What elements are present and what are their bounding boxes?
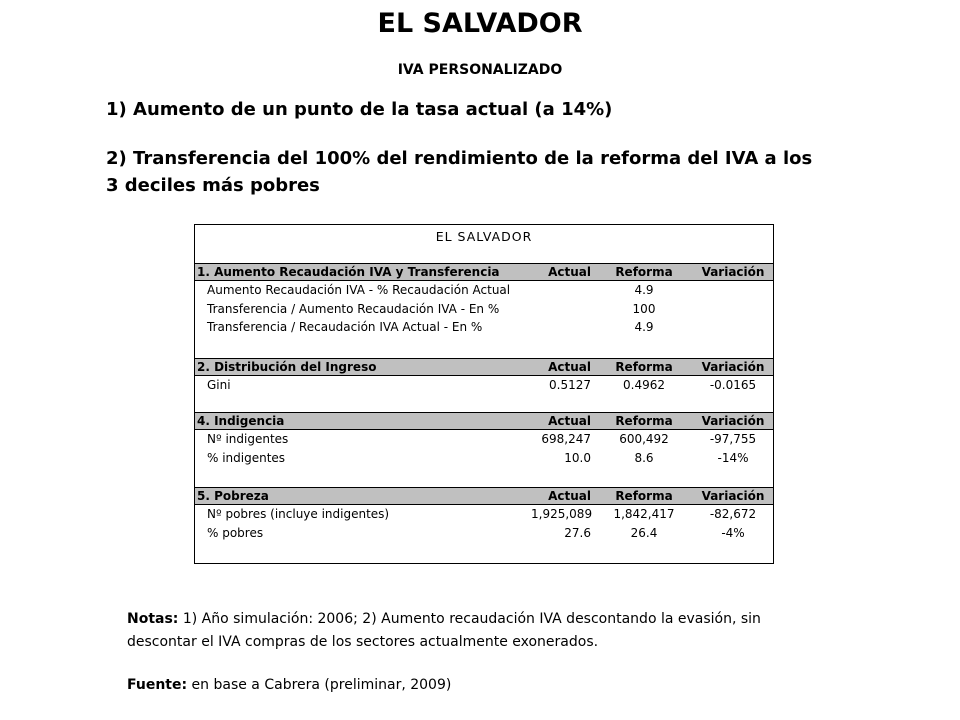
section-header bbox=[195, 412, 773, 430]
cell-actual: 0.5127 bbox=[549, 378, 591, 392]
source-label: Fuente: bbox=[127, 677, 188, 693]
page-subtitle: IVA PERSONALIZADO bbox=[397, 62, 563, 78]
cell-reforma: 8.6 bbox=[634, 450, 654, 465]
source bbox=[127, 677, 451, 693]
row-label: Nº indigentes bbox=[207, 432, 289, 446]
column-header-actual: Actual bbox=[548, 360, 591, 374]
cell-actual: 10.0 bbox=[564, 450, 591, 465]
column-header-actual: Actual bbox=[548, 489, 591, 503]
column-header-actual: Actual bbox=[548, 265, 591, 279]
cell-reforma: 600,492 bbox=[619, 432, 669, 446]
table-row bbox=[195, 282, 773, 299]
section-label: 1. Aumento Recaudación IVA y Transferencia bbox=[197, 265, 500, 279]
column-header-variacion: Variación bbox=[701, 414, 765, 428]
table-row bbox=[195, 301, 773, 318]
cell-variacion: -97,755 bbox=[709, 432, 757, 446]
cell-variacion: -14% bbox=[717, 450, 749, 465]
column-header-reforma: Reforma bbox=[615, 360, 673, 374]
point-1: 1) Aumento de un punto de la tasa actual (a 14%) bbox=[106, 99, 613, 120]
section-header bbox=[195, 358, 773, 376]
section-label: 2. Distribución del Ingreso bbox=[197, 360, 377, 374]
section-label: 5. Pobreza bbox=[197, 489, 269, 503]
table-row bbox=[195, 450, 773, 467]
column-header-variacion: Variación bbox=[701, 489, 765, 503]
point-2: 2) Transferencia del 100% del rendimiento de la reforma del IVA a los 3 deciles más pobres bbox=[106, 148, 813, 196]
row-label: % indigentes bbox=[207, 450, 286, 465]
column-header-reforma: Reforma bbox=[615, 489, 673, 503]
column-header-reforma: Reforma bbox=[615, 414, 673, 428]
cell-variacion: -4% bbox=[721, 525, 745, 540]
cell-variacion: -82,672 bbox=[709, 507, 757, 521]
column-header-actual: Actual bbox=[548, 414, 591, 428]
table-row bbox=[195, 377, 773, 394]
section-header bbox=[195, 487, 773, 505]
column-header-reforma: Reforma bbox=[615, 265, 673, 279]
notes-text: 1) Año simulación: 2006; 2) Aumento recaudación IVA descontando la evasión, sin descontar el IVA compras de los sectores actualmente exonerados. bbox=[127, 611, 761, 650]
source-text: en base a Cabrera (preliminar, 2009) bbox=[187, 677, 452, 693]
section-header bbox=[195, 263, 773, 281]
row-label: Transferencia / Aumento Recaudación IVA - En % bbox=[207, 301, 500, 316]
table-row bbox=[195, 319, 773, 336]
table-row bbox=[195, 506, 773, 523]
notes bbox=[127, 608, 827, 654]
column-header-variacion: Variación bbox=[701, 360, 765, 374]
table-row bbox=[195, 525, 773, 542]
table-title: EL SALVADOR bbox=[435, 229, 533, 244]
column-header-variacion: Variación bbox=[701, 265, 765, 279]
row-label: Nº pobres (incluye indigentes) bbox=[207, 507, 390, 521]
cell-reforma: 1,842,417 bbox=[613, 507, 675, 521]
cell-actual: 27.6 bbox=[564, 525, 591, 540]
row-label: % pobres bbox=[207, 525, 264, 540]
cell-reforma: 0.4962 bbox=[623, 378, 665, 392]
row-label: Gini bbox=[207, 378, 231, 392]
cell-reforma: 100 bbox=[632, 301, 656, 316]
cell-reforma: 26.4 bbox=[630, 525, 658, 540]
table-row bbox=[195, 431, 773, 448]
row-label: Aumento Recaudación IVA - % Recaudación Actual bbox=[207, 283, 511, 297]
section-label: 4. Indigencia bbox=[197, 414, 285, 428]
notes-label: Notas: bbox=[127, 611, 179, 627]
cell-actual: 698,247 bbox=[541, 432, 591, 446]
page-title: EL SALVADOR bbox=[377, 8, 583, 39]
cell-reforma: 4.9 bbox=[634, 320, 654, 334]
results-table bbox=[194, 224, 774, 564]
cell-reforma: 4.9 bbox=[634, 283, 654, 297]
cell-actual: 1,925,089 bbox=[531, 507, 593, 521]
row-label: Transferencia / Recaudación IVA Actual - En % bbox=[207, 320, 483, 334]
cell-variacion: -0.0165 bbox=[709, 378, 757, 392]
